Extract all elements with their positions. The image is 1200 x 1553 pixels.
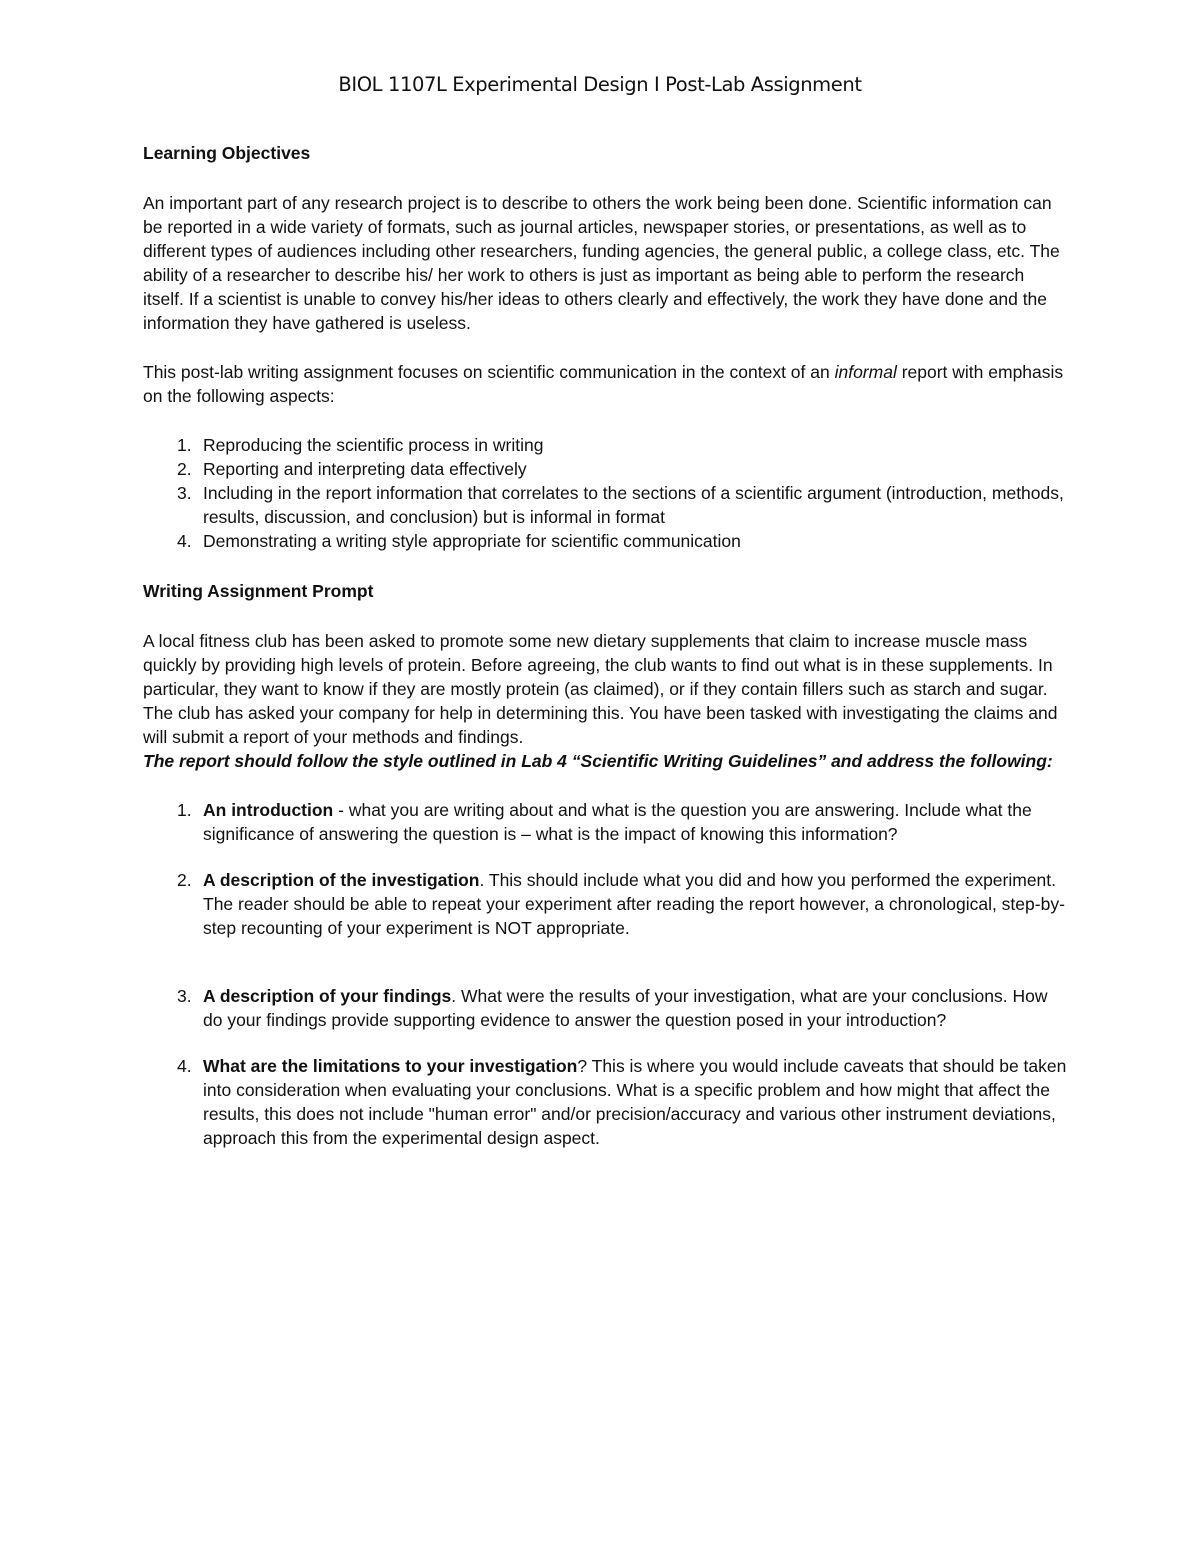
list-item-text: Demonstrating a writing style appropriate for scientific communication — [203, 531, 741, 551]
report-requirements-list — [143, 798, 1068, 1150]
list-number: 1. — [177, 435, 192, 455]
writing-prompt-paragraph: A local fitness club has been asked to promote some new dietary supplements that claim to increase muscle mass quickly by providing high levels of protein. Before agreeing, the club wants to find out what is in these supplements. In particular, they want to know if they are mostly protein (as claimed), or if they contain fillers such as starch and sugar. The club has asked your company for help in determining this. You have been tasked with investigating the claims and will submit a report of your methods and findings. — [143, 631, 1058, 747]
list-item-title: What are the limitations to your investigation — [203, 1056, 578, 1076]
list-item — [143, 868, 1068, 940]
list-number: 3. — [177, 483, 192, 503]
list-item-text: ? This is where you would include caveats that should be taken into consideration when evaluating your conclusions. What is a specific problem and how might that affect the results, this does not include "human error" and/or precision/accuracy and various other instrument deviations, approach this from the experimental design aspect. — [203, 1056, 1067, 1148]
writing-prompt-instruction — [143, 749, 1068, 773]
informal-emphasis: informal — [834, 362, 897, 382]
document-body — [143, 141, 1068, 1172]
list-item — [143, 481, 1068, 529]
list-item-text: Including in the report information that correlates to the sections of a scientific argument (introduction, methods, results, discussion, and conclusion) but is informal in format — [203, 483, 1064, 527]
list-item-text: . This should include what you did and how you performed the experiment. The reader should be able to repeat your experiment after reading the report however, a chronological, step-by-step recounting of your experiment is NOT appropriate. — [203, 870, 1065, 938]
list-item — [143, 798, 1068, 846]
assignment-focus-text-start: This post-lab writing assignment focuses on scientific communication in the context of an — [143, 362, 835, 382]
assignment-focus-paragraph — [143, 360, 1068, 408]
learning-objectives-heading: Learning Objectives — [143, 143, 311, 163]
list-item — [143, 1054, 1068, 1150]
list-number: 2. — [177, 459, 192, 479]
list-item-text: Reproducing the scientific process in writing — [203, 435, 544, 455]
list-number: 2. — [177, 870, 192, 890]
list-item-text: . What were the results of your investigation, what are your conclusions. How do your findings provide supporting evidence to answer the question posed in your introduction? — [203, 986, 1048, 1030]
objectives-list — [143, 433, 1068, 553]
list-number: 4. — [177, 1056, 192, 1076]
list-number: 1. — [177, 800, 192, 820]
writing-prompt-heading: Writing Assignment Prompt — [143, 581, 374, 601]
list-item — [143, 433, 1068, 457]
document-title: BIOL 1107L Experimental Design I Post-Lab Assignment — [338, 73, 862, 96]
list-item-text: Reporting and interpreting data effectively — [203, 459, 527, 479]
list-item-text: - what you are writing about and what is the question you are answering. Include what the significance of answering the question is – what is the impact of knowing this information? — [203, 800, 1032, 844]
list-number: 4. — [177, 531, 192, 551]
list-item — [143, 457, 1068, 481]
learning-objectives-paragraph: An important part of any research project is to describe to others the work being been done. Scientific information can be reported in a wide variety of formats, such as journal articles, newspaper stories, or presentations, as well as to different types of audiences including other researchers, funding agencies, the general public, a college class, etc. The ability of a researcher to describe his/ her work to others is just as important as being able to perform the research itself. If a scientist is unable to convey his/her ideas to others clearly and effectively, the work they have done and the information they have gathered is useless. — [143, 193, 1060, 333]
instruction-text: The report should follow the style outlined in Lab 4 “Scientific Writing Guidelines” and address the following: — [143, 751, 1053, 771]
list-item-title: A description of your findings — [203, 986, 452, 1006]
list-item — [143, 529, 1068, 553]
assignment-focus-text-end: report with emphasis on the following aspects: — [143, 362, 1064, 406]
list-item — [143, 984, 1068, 1032]
list-item-title: A description of the investigation — [203, 870, 480, 890]
list-item-title: An introduction — [203, 800, 334, 820]
list-number: 3. — [177, 986, 192, 1006]
